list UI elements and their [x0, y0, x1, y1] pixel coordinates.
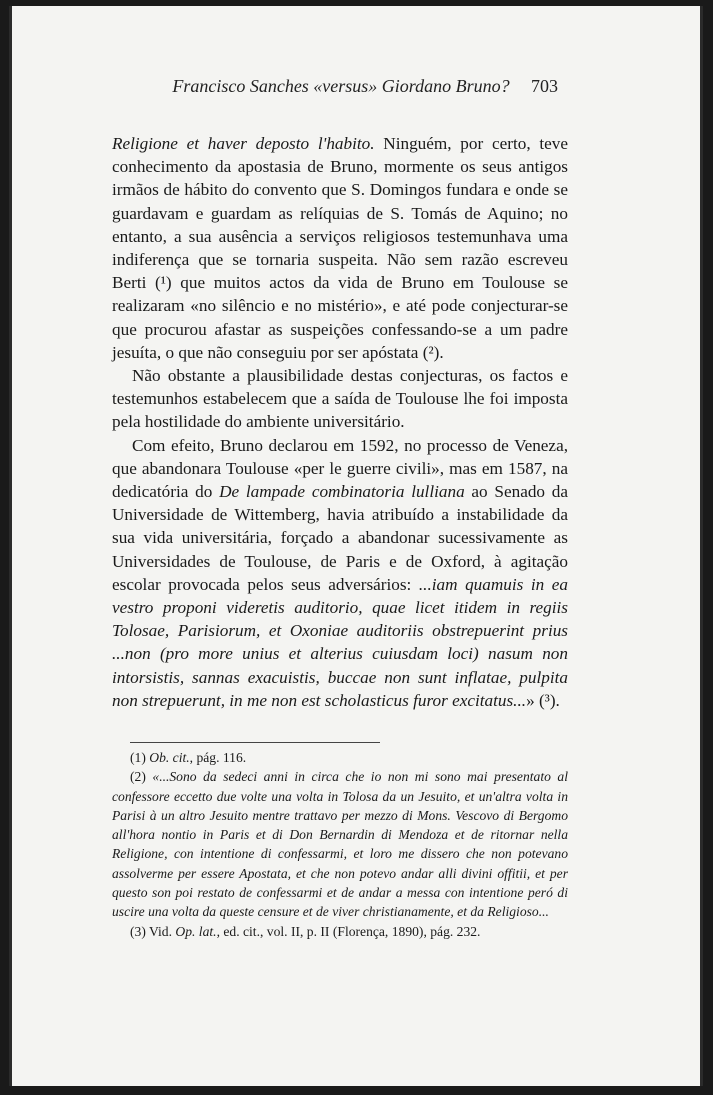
footnote-text: , p.	[300, 923, 321, 939]
footnote-3	[112, 922, 568, 941]
footnote-text: , ed. cit., vol.	[216, 923, 291, 939]
footnote-number: (3)	[130, 923, 146, 939]
latin-quote: ...iam quamuis in ea vestro proponi videretis auditorio, quae licet itidem in regiis Tolosae, Parisiorum, et Oxoniae auditoriis obstrepuerint prius ...non (pro more unius et alterius cuiusdam loci) nasum non intorsistis, sannas exacuistis, buccae non sunt inflatae, pulpita non strepuerunt, in me non est scholasticus furor excitatus...	[112, 574, 569, 710]
footnote-text: , pág. 116.	[189, 750, 247, 765]
footnote-2	[112, 767, 568, 921]
footnotes	[112, 748, 568, 941]
footnote-1	[112, 748, 568, 767]
book-page	[9, 6, 703, 1086]
part-number: II	[320, 923, 330, 939]
footnote-ref: Op. lat.	[175, 923, 217, 939]
work-title: De lampade combinatoria lulliana	[219, 482, 465, 502]
paragraph-text: Ninguém, por certo, teve conhecimento da apostasia de Bruno, mormente os seus antigos irmãos de hábito do convento que S. Domingos fundara e onde se guardavam e guardam as relíquias de S. Tomás de Aquino; no entanto, a sua ausência a serviços religiosos testemunhava uma indiferença que se tornaria suspeita. Não sem razão escreveu Berti (¹) que muitos actos da vida de Bruno em Toulouse se realizaram «no silêncio e no mistério», e até pode conjecturar-se que procurou afastar as suspeições confessando-se a um padre jesuíta, o que não conseguiu por ser apóstata (²).	[112, 134, 568, 362]
paragraph-3	[112, 434, 568, 712]
paragraph-2: Não obstante a plausibilidade destas conjecturas, os factos e testemunhos estabelecem que a saída de Toulouse lhe foi imposta pela hostilidade do ambiente universitário.	[112, 366, 568, 432]
footnote-text: Vid.	[149, 923, 176, 939]
footnote-text: (Florença, 1890), pág. 232.	[329, 923, 481, 939]
paragraph-text: ao Senado da Universidade de Wittemberg, havia atribuído a instabilidade da sua vida universitária, forçado a abandonar sucessivamente as Universidades de Toulouse, de Paris e de Oxford, à agitação escolar provocada pelos seus adversários:	[112, 482, 568, 594]
paragraph-1	[112, 132, 568, 364]
footnote-text: «...Sono da sedeci anni in circa che io non mi sono mai presentato al confessore eccetto due volte una volta in Tolosa da un Jesuito, et un'altra volta in Parisi à un altro Jesuito mentre trattavo per mezzo di Mons. Vescovo di Bergomo all'hora nontio in Paris et di Don Bernardin di Mendoza et de ritornar nella Religione, con intentione di confessarmi, et loro me dissero che non potevano assolverme per essere Apostata, et che non potevo andar alli divini offitii, et per questo son poi restato de confessarmi et de andar a messa con intentione peró di uscire una volta da queste censure et de viver christianamente, et da Religioso...	[112, 769, 568, 920]
footnote-divider	[130, 742, 380, 743]
footnote-number: (1)	[130, 750, 146, 765]
running-title: Francisco Sanches «versus» Giordano Bruno?	[172, 76, 510, 96]
footnote-ref: Ob. cit.	[149, 750, 190, 765]
main-text	[112, 132, 568, 712]
paragraph-text: » (³).	[526, 690, 560, 710]
volume-number: II	[290, 923, 300, 939]
paragraph-text: Com efeito, Bruno declarou em 1592, no processo de Veneza, que abandonara Toulouse «per le guerre civili», mas em 1587, na dedicatória do	[112, 435, 568, 502]
page-number: 703	[531, 76, 558, 96]
latin-quote: Religione et haver deposto l'habito.	[112, 134, 375, 153]
footnote-number: (2)	[130, 769, 146, 785]
